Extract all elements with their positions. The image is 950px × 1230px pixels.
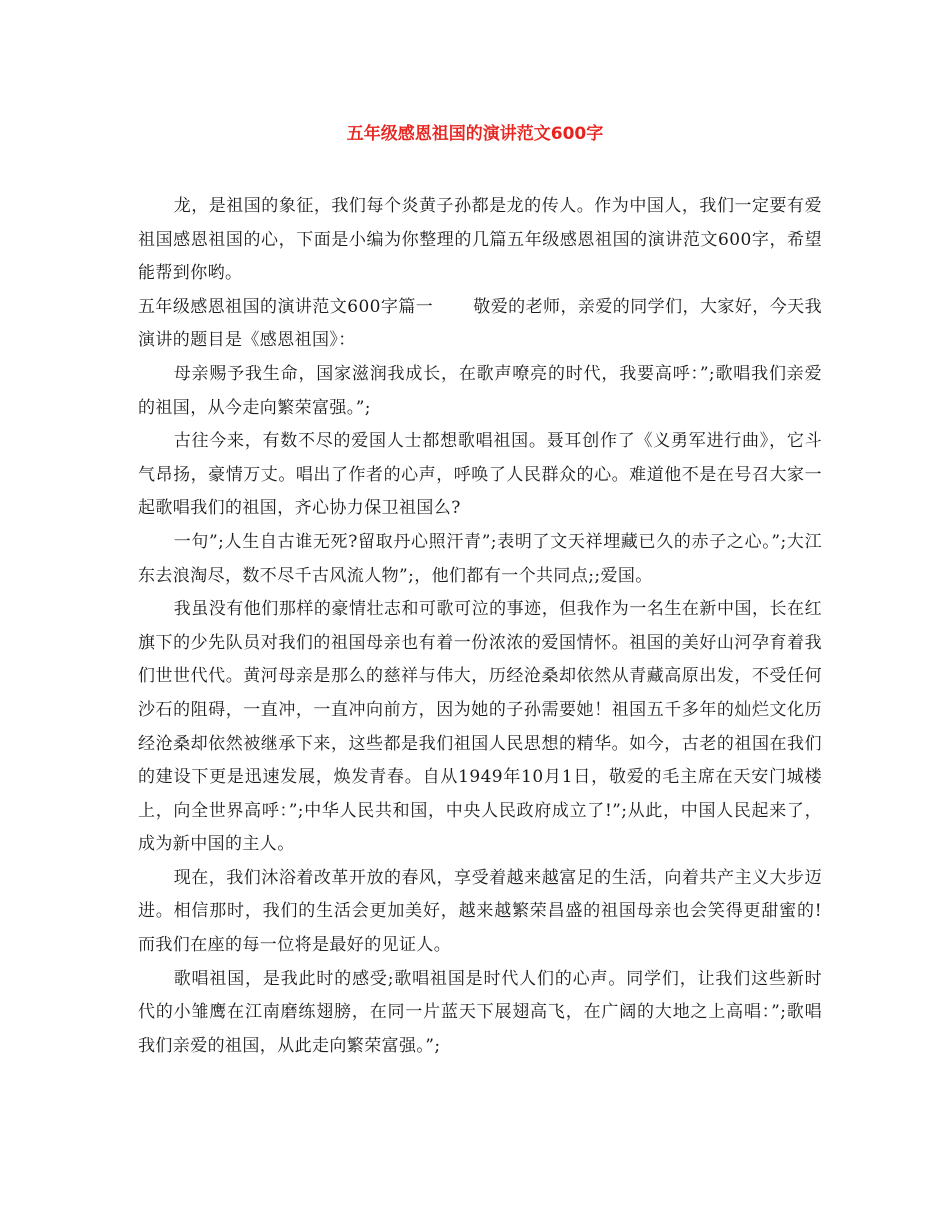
paragraph-2: 古往今来，有数不尽的爱国人士都想歌唱祖国。聂耳创作了《义勇军进行曲》，它斗气昂扬，豪情万丈。唱出了作者的心声，呼唤了人民群众的心。难道他不是在号召大家一起歌唱我们的祖国，齐心协力保卫祖国么?: [138, 431, 822, 519]
section-heading-line: [138, 291, 822, 358]
document-title: 五年级感恩祖国的演讲范文600字: [346, 124, 604, 144]
paragraph-5: 现在，我们沐浴着改革开放的春风，享受着越来越富足的生活，向着共产主义大步迈进。相信那时，我们的生活会更加美好，越来越繁荣昌盛的祖国母亲也会笑得更甜蜜的!而我们在座的每一位将是最好的见证人。: [138, 867, 822, 956]
paragraph-3: 一句”;人生自古谁无死?留取丹心照汗青”;表明了文天祥埋藏已久的赤子之心。”;大江东去浪淘尽，数不尽千古风流人物”;，他们都有一个共同点;;爱国。: [138, 531, 822, 586]
intro-paragraph: 龙，是祖国的象征，我们每个炎黄子孙都是龙的传人。作为中国人，我们一定要有爱祖国感恩祖国的心，下面是小编为你整理的几篇五年级感恩祖国的演讲范文600字，希望能帮到你哟。: [138, 196, 822, 284]
section-opening: 敬爱的老师，亲爱的同学们，大家好，今天我演讲的题目是《感恩祖国》：: [138, 296, 822, 351]
paragraph-6: 歌唱祖国，是我此时的感受;歌唱祖国是时代人们的心声。同学们，让我们这些新时代的小雏鹰在江南磨练翅膀，在同一片蓝天下展翅高飞，在广阔的大地之上高唱：”;歌唱我们亲爱的祖国，从此走向繁荣富强。”;: [138, 968, 822, 1056]
paragraph-1: 母亲赐予我生命，国家滋润我成长，在歌声嘹亮的时代，我要高呼：”;歌唱我们亲爱的祖国，从今走向繁荣富强。”;: [138, 363, 822, 418]
section-heading: 五年级感恩祖国的演讲范文600字篇一: [138, 296, 434, 317]
document-body: [138, 190, 822, 1063]
paragraph-4: 我虽没有他们那样的豪情壮志和可歌可泣的事迹，但我作为一名生在新中国，长在红旗下的少先队员对我们的祖国母亲也有着一份浓浓的爱国情怀。祖国的美好山河孕育着我们世世代代。黄河母亲是那么的慈祥与伟大，历经沧桑却依然从青藏高原出发，不受任何沙石的阻碍，一直冲，一直冲向前方，因为她的子孙需要她！祖国五千多年的灿烂文化历经沧桑却依然被继承下来，这些都是我们祖国人民思想的精华。如今，古老的祖国在我们的建设下更是迅速发展，焕发青春。自从1949年10月1日，敬爱的毛主席在天安门城楼上，向全世界高呼：”;中华人民共和国，中央人民政府成立了!”;从此，中国人民起来了，成为新中国的主人。: [138, 599, 822, 855]
